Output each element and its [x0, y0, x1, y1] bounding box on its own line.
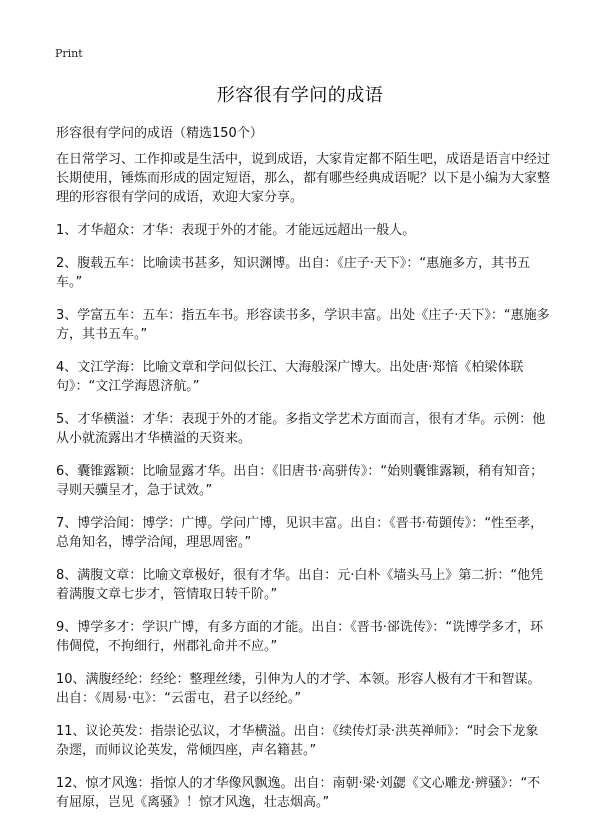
idiom-entry-10: 10、满腹经纶：经纶：整理丝缕，引伸为人的才学、本领。形容人极有才干和智谋。出自：《周易·屯》：“云雷屯，君子以经纶。”	[56, 672, 541, 706]
idiom-entry-9: 9、博学多才：学识广博，有多方面的才能。出自：《晋书·郤诜传》：“诜博学多才，环伟倜傥，不拘细行，州郡礼命并不应。”	[56, 620, 544, 654]
article-subtitle: 形容很有学问的成语（精选150个）	[56, 126, 263, 141]
idiom-entry-11: 11、议论英发：指崇论弘议，才华横溢。出自：《续传灯录·洪英禅师》：“时会下龙象杂遝，而师议论英发，常倾四座，声名籍甚。”	[56, 724, 539, 758]
idiom-entry-1: 1、才华超众：才华：表现于外的才能。才能远远超出一般人。	[56, 223, 416, 238]
article-body	[56, 150, 551, 826]
idiom-entry-5: 5、才华横溢：才华：表现于外的才能。多指文学艺术方面而言，很有才华。示例：他从小就流露出才华横溢的天资来。	[56, 412, 546, 446]
idiom-entry-6: 6、囊锥露颖：比喻显露才华。出自：《旧唐书·高骈传》：“始则囊锥露颖，稍有知音；寻则天骥呈才，急于试效。”	[56, 464, 544, 498]
idiom-entry-8: 8、满腹文章：比喻文章极好，很有才华。出自：元·白朴《墙头马上》第二折：“他凭着满腹文章七步才，管情取日转千阶。”	[56, 568, 544, 602]
idiom-entry-4: 4、文江学海：比喻文章和学问似长江、大海般深广博大。出处唐·郑愔《柏梁体联句》：“文江学海恩济航。”	[56, 360, 524, 394]
idiom-entry-2: 2、腹载五车：比喻读书甚多，知识渊博。出自：《庄子·天下》：“惠施多方，其书五车。”	[56, 256, 531, 290]
idiom-entry-3: 3、学富五车：五车：指五车书。形容读书多，学识丰富。出处《庄子·天下》：“惠施多方，其书五车。”	[56, 308, 550, 342]
intro-paragraph: 在日常学习、工作抑或是生活中，说到成语，大家肯定都不陌生吧，成语是语言中经过长期使用，锤炼而形成的固定短语，那么，都有哪些经典成语呢？以下是小编为大家整理的形容很有学问的成语，欢迎大家分享。	[56, 152, 551, 205]
page-title: 形容很有学问的成语	[216, 85, 384, 106]
print-link[interactable]: Print	[55, 47, 83, 60]
idiom-entry-12: 12、惊才风逸：指惊人的才华像风飘逸。出自：南朝·梁·刘勰《文心雕龙·辨骚》：“不有屈原，岂见《离骚》！惊才风逸，壮志烟高。”	[56, 776, 541, 810]
idiom-entry-7: 7、博学洽闻：博学：广博。学问广博，见识丰富。出自：《晋书·荀顗传》：“性至孝，总角知名，博学洽闻，理思周密。”	[56, 516, 544, 550]
